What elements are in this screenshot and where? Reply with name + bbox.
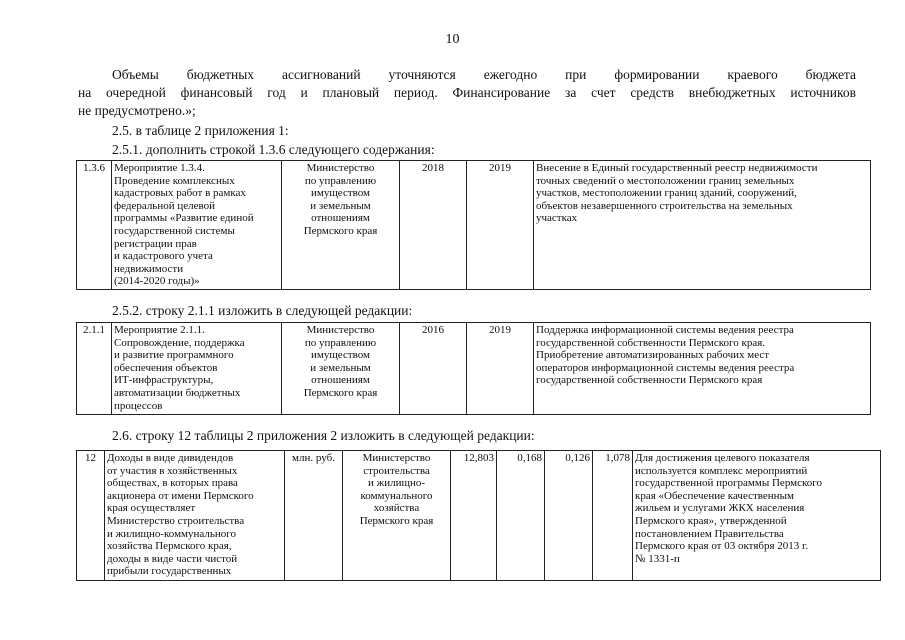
item-2-6: 2.6. строку 12 таблицы 2 приложения 2 изложить в следующей редакции: — [112, 428, 535, 443]
table-row-12 — [76, 450, 881, 581]
start-year: 2016 — [400, 323, 467, 415]
income-name: Доходы в виде дивидендов от участия в хозяйственных обществах, в которых права акционера от имени Пермского края осуществляет Министерство строительства и жилищно-коммунального хозяйства Пермского края, доходы в виде части чистой прибыли государственных — [105, 451, 285, 581]
row-number: 12 — [77, 451, 105, 581]
row-number: 1.3.6 — [77, 161, 112, 290]
expected-result: Внесение в Единый государственный реестр недвижимости точных сведений о местоположении границ земельных участков, местоположении границ зданий, сооружений, объектов незавершенного строительства на земельных участках — [534, 161, 871, 290]
expected-result: Поддержка информационной системы ведения реестра государственной собственности Пермского края. Приобретение автоматизированных рабочих мест операторов информационной системы ведения реестра государственной собственности Пермского края — [534, 323, 871, 415]
value-4: 1,078 — [593, 451, 633, 581]
page-number: 10 — [445, 32, 460, 47]
table-row-2-1-1 — [76, 322, 871, 415]
intro-line-1: Объемы бюджетных ассигнований уточняются ежегодно при формировании краевого бюджета — [112, 67, 856, 82]
executor: Министерство по управлению имуществом и земельным отношениям Пермского края — [282, 161, 400, 290]
intro-line-3: не предусмотрено.»; — [78, 103, 196, 118]
row-number: 2.1.1 — [77, 323, 112, 415]
activity-name: Мероприятие 2.1.1. Сопровождение, поддержка и развитие программного обеспечения объектов ИТ-инфраструктуры, автоматизации бюджетных процессов — [112, 323, 282, 415]
item-2-5: 2.5. в таблице 2 приложения 1: — [112, 123, 289, 138]
table-row — [77, 323, 871, 415]
table-row — [77, 161, 871, 290]
executor: Министерство строительства и жилищно- коммунального хозяйства Пермского края — [343, 451, 451, 581]
table-row — [77, 451, 881, 581]
intro-line-2: на очередной финансовый год и плановый период. Финансирование за счет средств внебюджетных источников — [78, 85, 856, 100]
table-row-1-3-6 — [76, 160, 871, 290]
executor: Министерство по управлению имуществом и земельным отношениям Пермского края — [282, 323, 400, 415]
item-2-5-1: 2.5.1. дополнить строкой 1.3.6 следующего содержания: — [112, 142, 435, 157]
activity-name: Мероприятие 1.3.4. Проведение комплексных кадастровых работ в рамках федеральной целевой программы «Развитие единой государственной системы регистрации прав и кадастрового учета недвижимости (2014-2020 годы)» — [112, 161, 282, 290]
start-year: 2018 — [400, 161, 467, 290]
end-year: 2019 — [467, 323, 534, 415]
value-2: 0,168 — [497, 451, 545, 581]
value-3: 0,126 — [545, 451, 593, 581]
note: Для достижения целевого показателя используется комплекс мероприятий государственной программы Пермского края «Обеспечение качественным жильем и услугами ЖКХ населения Пермского края», утвержденной постановлением Правительства Пермского края от 03 октября 2013 г. № 1331-п — [633, 451, 881, 581]
item-2-5-2: 2.5.2. строку 2.1.1 изложить в следующей редакции: — [112, 303, 413, 318]
end-year: 2019 — [467, 161, 534, 290]
unit: млн. руб. — [285, 451, 343, 581]
value-1: 12,803 — [451, 451, 497, 581]
